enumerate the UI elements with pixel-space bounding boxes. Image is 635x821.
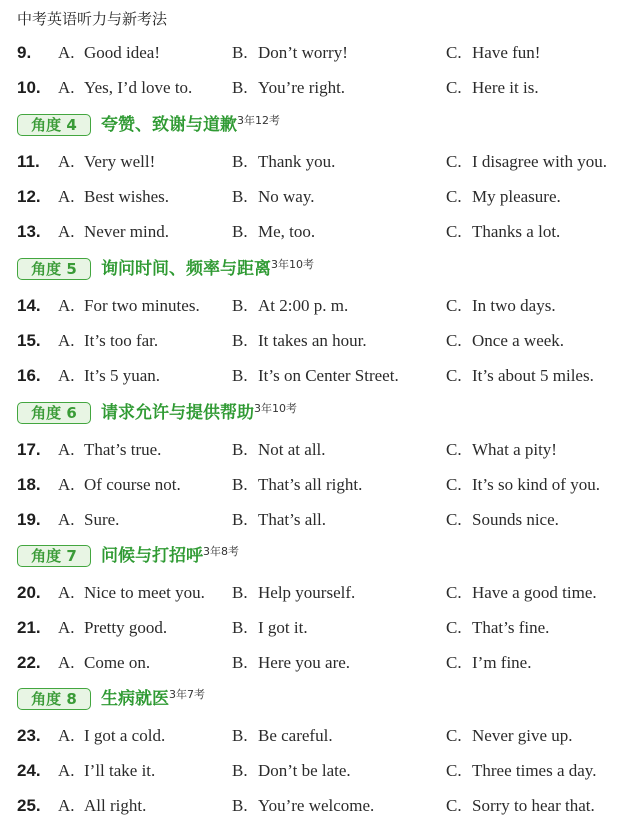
question-number: 19. <box>17 510 41 529</box>
question-number: 9. <box>17 43 32 62</box>
option-c: C. In two days. <box>446 296 556 315</box>
option-c: C. Once a week. <box>446 331 565 350</box>
option-b: B. I got it. <box>232 618 308 637</box>
option-c: C. I disagree with you. <box>446 152 608 171</box>
question-number: 11. <box>17 152 40 171</box>
question-number: 14. <box>17 296 41 315</box>
option-c: C. I’m fine. <box>446 653 532 672</box>
option-a: A. Very well! <box>58 152 156 171</box>
option-a: A. I got a cold. <box>58 726 166 745</box>
option-b: B. That’s all right. <box>232 475 363 494</box>
option-b: B. At 2:00 p. m. <box>232 296 349 315</box>
option-a: A. It’s too far. <box>58 331 159 350</box>
option-c: C. Never give up. <box>446 726 573 745</box>
option-c: C. It’s so kind of you. <box>446 475 600 494</box>
option-a: A. Sure. <box>58 510 120 529</box>
question-number: 24. <box>17 761 41 780</box>
option-b: B. Thank you. <box>232 152 336 171</box>
option-c: C. Sorry to hear that. <box>446 796 595 815</box>
option-b: B. You’re welcome. <box>232 796 375 815</box>
option-a: A. I’ll take it. <box>58 761 156 780</box>
option-c: C. That’s fine. <box>446 618 550 637</box>
section-frequency: 3年8考 <box>203 545 239 558</box>
option-a: A. All right. <box>58 796 147 815</box>
option-a: A. Best wishes. <box>58 187 169 206</box>
section-badge: 角度 5 <box>17 258 91 280</box>
question-number: 18. <box>17 475 41 494</box>
option-c: C. Sounds nice. <box>446 510 559 529</box>
option-a: A. Nice to meet you. <box>58 583 205 602</box>
option-b: B. Me, too. <box>232 222 316 241</box>
question-row <box>0 147 635 177</box>
option-b: B. Don’t worry! <box>232 43 348 62</box>
option-a: A. Pretty good. <box>58 618 168 637</box>
section-badge: 角度 7 <box>17 545 91 567</box>
option-c: C. It’s about 5 miles. <box>446 366 594 385</box>
question-row <box>0 756 635 786</box>
section-title: 请求允许与提供帮助$^{3年10考}$ <box>101 402 297 423</box>
section-title: 夸赞、致谢与道歉$^{3年12考}$ <box>101 114 280 135</box>
option-b: B. That’s all. <box>232 510 326 529</box>
question-row <box>0 791 635 821</box>
section-frequency: 3年12考 <box>237 114 280 127</box>
question-number: 12. <box>17 187 41 206</box>
question-number: 25. <box>17 796 41 815</box>
question-number: 23. <box>17 726 41 745</box>
question-row <box>0 435 635 465</box>
section-badge: 角度 8 <box>17 688 91 710</box>
option-c: C. Here it is. <box>446 78 539 97</box>
question-row <box>0 326 635 356</box>
question-number: 16. <box>17 366 41 385</box>
option-b: B. No way. <box>232 187 315 206</box>
question-row <box>0 361 635 391</box>
question-number: 15. <box>17 331 41 350</box>
option-b: B. Not at all. <box>232 440 326 459</box>
option-a: A. That’s true. <box>58 440 162 459</box>
option-b: B. Here you are. <box>232 653 351 672</box>
option-b: B. It’s on Center Street. <box>232 366 399 385</box>
section-badge: 角度 6 <box>17 402 91 424</box>
question-row <box>0 217 635 247</box>
option-b: B. Help yourself. <box>232 583 356 602</box>
section-title: 生病就医$^{3年7考}$ <box>101 688 205 709</box>
option-a: A. Good idea! <box>58 43 161 62</box>
question-row <box>0 291 635 321</box>
option-a: A. Never mind. <box>58 222 169 241</box>
option-a: A. Come on. <box>58 653 151 672</box>
option-c: C. Three times a day. <box>446 761 597 780</box>
question-row <box>0 721 635 751</box>
question-row <box>0 38 635 68</box>
option-c: C. What a pity! <box>446 440 557 459</box>
section-title: 询问时间、频率与距离$^{3年10考}$ <box>101 258 314 279</box>
option-a: A. Of course not. <box>58 475 181 494</box>
option-b: B. You’re right. <box>232 78 346 97</box>
question-number: 13. <box>17 222 41 241</box>
option-c: C. Have a good time. <box>446 583 597 602</box>
option-b: B. It takes an hour. <box>232 331 367 350</box>
section-frequency: 3年7考 <box>169 688 205 701</box>
option-c: C. Have fun! <box>446 43 541 62</box>
question-number: 10. <box>17 78 41 97</box>
option-a: A. For two minutes. <box>58 296 200 315</box>
section-frequency: 3年10考 <box>254 402 297 415</box>
question-row <box>0 578 635 608</box>
question-row <box>0 613 635 643</box>
section-title: 问候与打招呼$^{3年8考}$ <box>101 545 239 566</box>
option-b: B. Don’t be late. <box>232 761 351 780</box>
option-a: A. It’s 5 yuan. <box>58 366 161 385</box>
question-row <box>0 182 635 212</box>
option-c: C. My pleasure. <box>446 187 561 206</box>
option-a: A. Yes, I’d love to. <box>58 78 193 97</box>
option-c: C. Thanks a lot. <box>446 222 561 241</box>
section-badge: 角度 4 <box>17 114 91 136</box>
question-row <box>0 470 635 500</box>
question-row <box>0 505 635 535</box>
section-frequency: 3年10考 <box>271 258 314 271</box>
question-number: 17. <box>17 440 41 459</box>
option-b: B. Be careful. <box>232 726 333 745</box>
question-number: 22. <box>17 653 41 672</box>
page-header: 中考英语听力与新考法 <box>17 10 168 28</box>
question-row <box>0 648 635 678</box>
question-number: 20. <box>17 583 41 602</box>
question-row <box>0 73 635 103</box>
question-number: 21. <box>17 618 41 637</box>
